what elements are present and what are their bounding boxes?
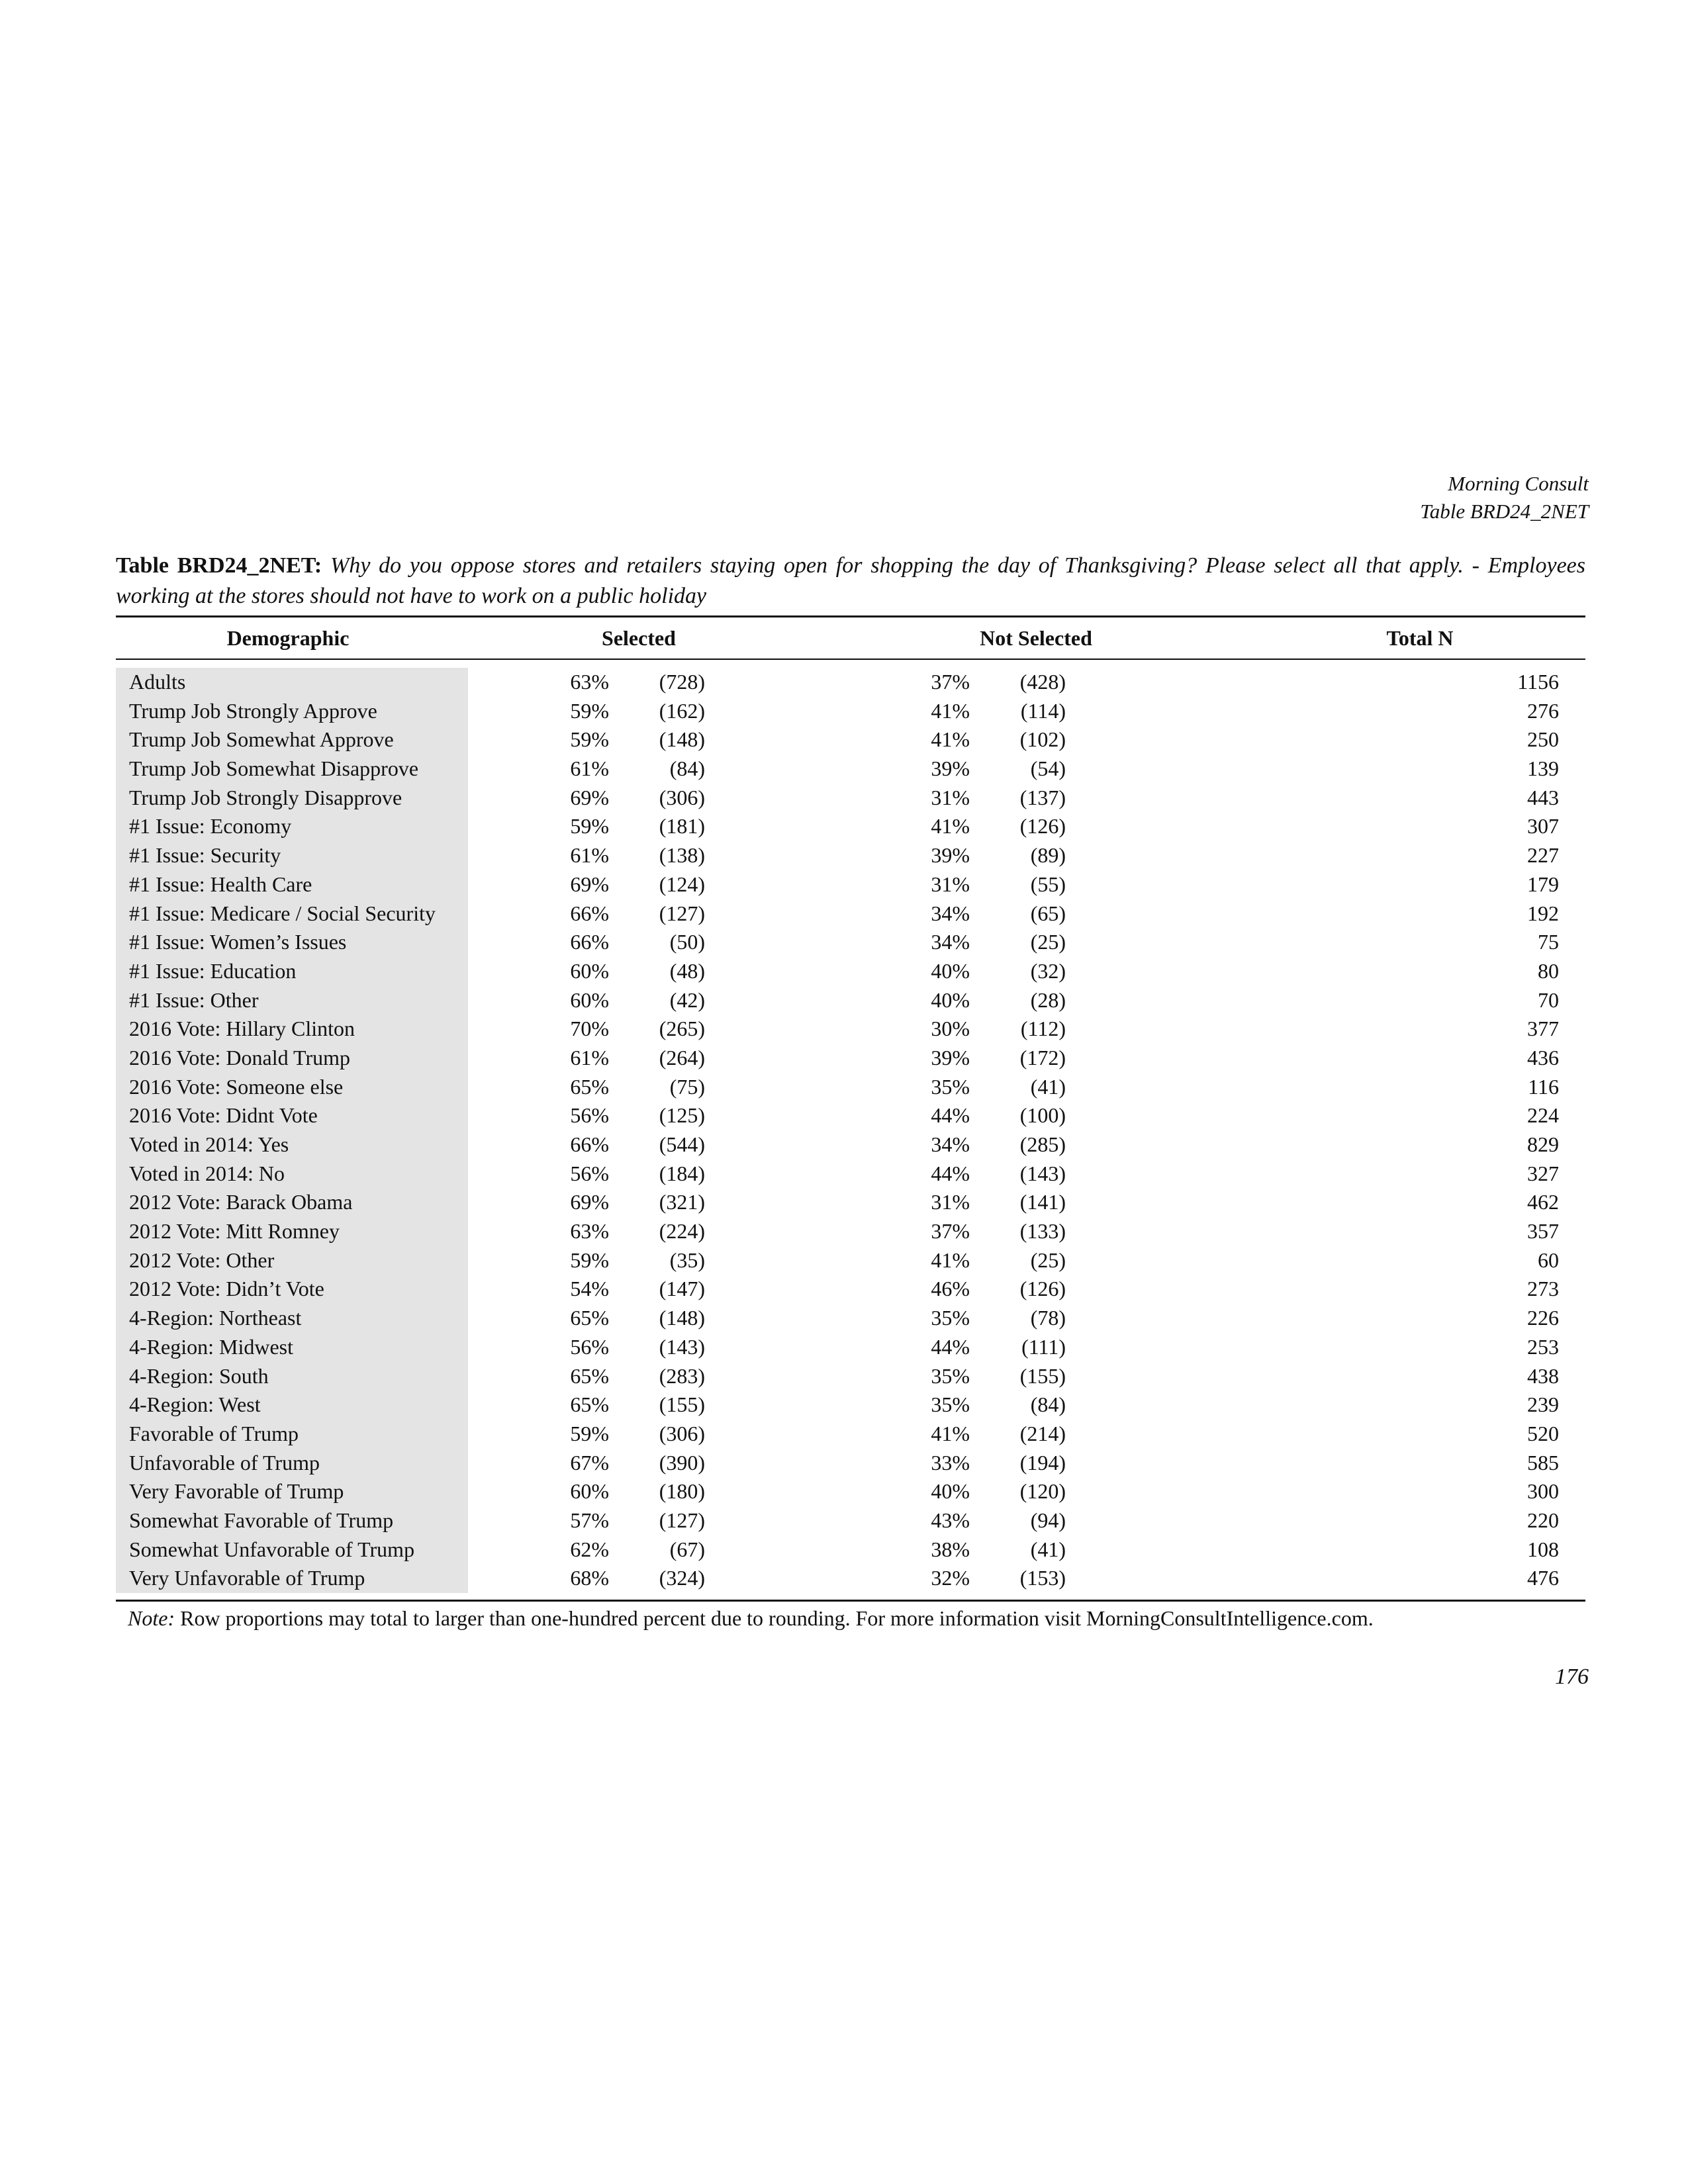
row-not-selected-count: (141) xyxy=(1019,1190,1066,1214)
row-demographic: 2012 Vote: Other xyxy=(129,1248,275,1272)
row-total-n: 179 xyxy=(1527,872,1559,896)
row-not-selected-count: (32) xyxy=(1030,958,1066,983)
row-total-n: 300 xyxy=(1527,1479,1559,1504)
row-selected-percent: 69% xyxy=(570,872,609,896)
row-selected-percent: 59% xyxy=(570,1421,609,1445)
row-selected-percent: 65% xyxy=(570,1363,609,1388)
row-selected-count: (125) xyxy=(659,1103,705,1128)
row-selected-percent: 57% xyxy=(570,1508,609,1532)
row-selected-count: (184) xyxy=(659,1161,705,1185)
row-total-n: 116 xyxy=(1528,1074,1559,1099)
row-selected-percent: 56% xyxy=(570,1103,609,1128)
row-demographic: Somewhat Unfavorable of Trump xyxy=(129,1537,415,1561)
row-selected-percent: 65% xyxy=(570,1074,609,1099)
note-text: Row proportions may total to larger than one-hundred percent due to rounding. For more information visit MorningConsultIntelligence.com. xyxy=(180,1606,1374,1630)
table-note xyxy=(116,1602,1585,1633)
row-demographic: Very Unfavorable of Trump xyxy=(129,1566,365,1590)
row-not-selected-percent: 35% xyxy=(931,1306,970,1330)
page-number: 176 xyxy=(1555,1664,1589,1689)
row-selected-percent: 69% xyxy=(570,785,609,809)
row-total-n: 250 xyxy=(1527,727,1559,752)
row-selected-count: (544) xyxy=(659,1132,705,1156)
row-total-n: 476 xyxy=(1527,1566,1559,1590)
row-not-selected-count: (55) xyxy=(1030,872,1066,896)
row-demographic: 2016 Vote: Hillary Clinton xyxy=(129,1017,355,1041)
row-total-n: 327 xyxy=(1527,1161,1559,1185)
row-selected-percent: 69% xyxy=(570,1190,609,1214)
crosstab-table xyxy=(116,615,1585,1633)
row-total-n: 829 xyxy=(1527,1132,1559,1156)
row-not-selected-count: (133) xyxy=(1019,1219,1066,1244)
table-row xyxy=(116,1535,1585,1565)
row-selected-percent: 62% xyxy=(570,1537,609,1561)
row-selected-percent: 66% xyxy=(570,930,609,954)
row-not-selected-count: (100) xyxy=(1019,1103,1066,1128)
table-row xyxy=(116,1362,1585,1391)
row-total-n: 60 xyxy=(1538,1248,1559,1272)
row-selected-count: (35) xyxy=(669,1248,705,1272)
table-row xyxy=(116,784,1585,813)
row-total-n: 438 xyxy=(1527,1363,1559,1388)
row-selected-percent: 59% xyxy=(570,727,609,752)
row-selected-percent: 66% xyxy=(570,901,609,925)
row-total-n: 224 xyxy=(1527,1103,1559,1128)
row-selected-count: (124) xyxy=(659,872,705,896)
column-header-selected: Selected xyxy=(602,626,676,650)
row-not-selected-count: (102) xyxy=(1019,727,1066,752)
row-total-n: 1156 xyxy=(1517,670,1559,694)
row-selected-percent: 68% xyxy=(570,1566,609,1590)
table-header-row xyxy=(116,617,1585,659)
table-row xyxy=(116,1015,1585,1044)
row-selected-count: (84) xyxy=(669,756,705,781)
row-selected-percent: 60% xyxy=(570,987,609,1012)
row-selected-count: (42) xyxy=(669,987,705,1012)
row-selected-percent: 56% xyxy=(570,1334,609,1359)
row-not-selected-count: (143) xyxy=(1019,1161,1066,1185)
row-not-selected-count: (41) xyxy=(1030,1537,1066,1561)
row-demographic: 2012 Vote: Barack Obama xyxy=(129,1190,353,1214)
row-selected-percent: 65% xyxy=(570,1306,609,1330)
row-total-n: 220 xyxy=(1527,1508,1559,1532)
row-total-n: 520 xyxy=(1527,1421,1559,1445)
column-header-total-n: Total N xyxy=(1386,626,1454,650)
row-not-selected-count: (25) xyxy=(1030,1248,1066,1272)
row-selected-percent: 59% xyxy=(570,1248,609,1272)
note-label: Note: xyxy=(128,1606,175,1630)
row-demographic: Adults xyxy=(129,670,186,694)
row-total-n: 357 xyxy=(1527,1219,1559,1244)
table-row xyxy=(116,1044,1585,1073)
row-total-n: 462 xyxy=(1527,1190,1559,1214)
table-row xyxy=(116,1506,1585,1535)
table-row xyxy=(116,1333,1585,1362)
row-demographic: #1 Issue: Other xyxy=(129,987,259,1012)
row-total-n: 108 xyxy=(1527,1537,1559,1561)
row-not-selected-percent: 35% xyxy=(931,1074,970,1099)
row-demographic: 2012 Vote: Mitt Romney xyxy=(129,1219,340,1244)
table-row xyxy=(116,697,1585,726)
column-header-not-selected: Not Selected xyxy=(980,626,1092,650)
row-selected-count: (75) xyxy=(669,1074,705,1099)
page-header xyxy=(1420,470,1589,525)
row-not-selected-count: (114) xyxy=(1020,698,1066,723)
table-row xyxy=(116,1564,1585,1593)
row-selected-percent: 56% xyxy=(570,1161,609,1185)
row-not-selected-count: (285) xyxy=(1019,1132,1066,1156)
row-not-selected-percent: 40% xyxy=(931,1479,970,1504)
row-not-selected-count: (155) xyxy=(1019,1363,1066,1388)
row-total-n: 226 xyxy=(1527,1306,1559,1330)
row-not-selected-percent: 46% xyxy=(931,1277,970,1301)
table-rows xyxy=(116,668,1585,1593)
table-row xyxy=(116,1449,1585,1478)
row-selected-count: (265) xyxy=(659,1017,705,1041)
row-not-selected-percent: 31% xyxy=(931,785,970,809)
row-demographic: Voted in 2014: Yes xyxy=(129,1132,289,1156)
row-demographic: #1 Issue: Women’s Issues xyxy=(129,930,347,954)
table-row xyxy=(116,841,1585,870)
row-not-selected-count: (153) xyxy=(1019,1566,1066,1590)
row-selected-percent: 60% xyxy=(570,1479,609,1504)
row-not-selected-count: (112) xyxy=(1020,1017,1066,1041)
row-not-selected-count: (428) xyxy=(1019,670,1066,694)
row-demographic: #1 Issue: Security xyxy=(129,843,281,868)
row-not-selected-count: (28) xyxy=(1030,987,1066,1012)
row-not-selected-percent: 37% xyxy=(931,1219,970,1244)
row-selected-count: (181) xyxy=(659,814,705,839)
row-not-selected-percent: 30% xyxy=(931,1017,970,1041)
table-row xyxy=(116,1217,1585,1246)
row-not-selected-percent: 40% xyxy=(931,987,970,1012)
row-demographic: Trump Job Somewhat Disapprove xyxy=(129,756,419,781)
header-org: Morning Consult xyxy=(1448,472,1589,495)
row-total-n: 70 xyxy=(1538,987,1559,1012)
table-row xyxy=(116,1160,1585,1189)
row-demographic: 4-Region: West xyxy=(129,1392,261,1417)
row-not-selected-percent: 34% xyxy=(931,901,970,925)
row-demographic: Unfavorable of Trump xyxy=(129,1450,320,1475)
row-demographic: Voted in 2014: No xyxy=(129,1161,285,1185)
table-row xyxy=(116,870,1585,899)
row-demographic: Somewhat Favorable of Trump xyxy=(129,1508,394,1532)
row-not-selected-count: (25) xyxy=(1030,930,1066,954)
row-selected-percent: 63% xyxy=(570,670,609,694)
row-total-n: 436 xyxy=(1527,1045,1559,1069)
row-total-n: 80 xyxy=(1538,958,1559,983)
row-selected-count: (67) xyxy=(669,1537,705,1561)
header-table-id: Table BRD24_2NET xyxy=(1420,500,1589,523)
row-not-selected-percent: 44% xyxy=(931,1103,970,1128)
row-selected-percent: 61% xyxy=(570,756,609,781)
row-not-selected-count: (137) xyxy=(1019,785,1066,809)
table-caption xyxy=(116,551,1585,612)
row-demographic: 4-Region: South xyxy=(129,1363,269,1388)
row-not-selected-count: (194) xyxy=(1019,1450,1066,1475)
row-not-selected-percent: 40% xyxy=(931,958,970,983)
row-not-selected-percent: 44% xyxy=(931,1161,970,1185)
caption-label: Table BRD24_2NET: xyxy=(116,553,322,578)
row-not-selected-percent: 41% xyxy=(931,727,970,752)
row-selected-percent: 63% xyxy=(570,1219,609,1244)
row-not-selected-count: (172) xyxy=(1019,1045,1066,1069)
row-selected-count: (143) xyxy=(659,1334,705,1359)
row-selected-count: (148) xyxy=(659,727,705,752)
row-not-selected-percent: 37% xyxy=(931,670,970,694)
table-row xyxy=(116,1246,1585,1275)
row-not-selected-percent: 39% xyxy=(931,1045,970,1069)
column-header-demographic: Demographic xyxy=(226,626,350,650)
row-total-n: 253 xyxy=(1527,1334,1559,1359)
row-total-n: 307 xyxy=(1527,814,1559,839)
row-not-selected-count: (126) xyxy=(1019,814,1066,839)
table-row xyxy=(116,899,1585,929)
row-total-n: 227 xyxy=(1527,843,1559,868)
row-not-selected-count: (94) xyxy=(1030,1508,1066,1532)
row-demographic: #1 Issue: Medicare / Social Security xyxy=(129,901,436,925)
row-selected-count: (180) xyxy=(659,1479,705,1504)
table-row xyxy=(116,1304,1585,1333)
row-selected-count: (162) xyxy=(659,698,705,723)
row-selected-count: (48) xyxy=(669,958,705,983)
row-not-selected-count: (214) xyxy=(1019,1421,1066,1445)
row-selected-percent: 61% xyxy=(570,843,609,868)
row-selected-percent: 66% xyxy=(570,1132,609,1156)
row-selected-count: (283) xyxy=(659,1363,705,1388)
table-row xyxy=(116,1477,1585,1506)
table-row xyxy=(116,1390,1585,1420)
row-not-selected-percent: 33% xyxy=(931,1450,970,1475)
row-selected-count: (148) xyxy=(659,1306,705,1330)
row-not-selected-count: (65) xyxy=(1030,901,1066,925)
table-row xyxy=(116,1420,1585,1449)
row-selected-percent: 67% xyxy=(570,1450,609,1475)
row-demographic: Very Favorable of Trump xyxy=(129,1479,344,1504)
row-total-n: 75 xyxy=(1538,930,1559,954)
row-not-selected-percent: 41% xyxy=(931,698,970,723)
row-demographic: 4-Region: Northeast xyxy=(129,1306,302,1330)
row-not-selected-percent: 34% xyxy=(931,930,970,954)
row-selected-count: (321) xyxy=(659,1190,705,1214)
row-selected-percent: 54% xyxy=(570,1277,609,1301)
row-not-selected-count: (89) xyxy=(1030,843,1066,868)
row-not-selected-percent: 39% xyxy=(931,843,970,868)
row-not-selected-percent: 32% xyxy=(931,1566,970,1590)
row-not-selected-count: (78) xyxy=(1030,1306,1066,1330)
table-row xyxy=(116,1073,1585,1102)
row-demographic: Trump Job Strongly Disapprove xyxy=(129,785,402,809)
row-not-selected-percent: 43% xyxy=(931,1508,970,1532)
caption-text: Why do you oppose stores and retailers staying open for shopping the day of Thanksgiving? Please select all that apply. - Employees working at the stores should not have to work on a public holiday xyxy=(116,553,1586,608)
table-row xyxy=(116,928,1585,957)
row-selected-count: (127) xyxy=(659,901,705,925)
row-selected-percent: 59% xyxy=(570,698,609,723)
row-total-n: 377 xyxy=(1527,1017,1559,1041)
row-total-n: 273 xyxy=(1527,1277,1559,1301)
row-selected-count: (306) xyxy=(659,1421,705,1445)
row-total-n: 585 xyxy=(1527,1450,1559,1475)
row-not-selected-percent: 35% xyxy=(931,1392,970,1417)
table-row xyxy=(116,725,1585,754)
row-not-selected-percent: 41% xyxy=(931,1421,970,1445)
table-row xyxy=(116,668,1585,697)
row-selected-count: (728) xyxy=(659,670,705,694)
row-selected-count: (50) xyxy=(669,930,705,954)
table-body xyxy=(116,660,1585,1600)
row-not-selected-count: (111) xyxy=(1021,1334,1066,1359)
row-selected-count: (155) xyxy=(659,1392,705,1417)
row-demographic: Trump Job Strongly Approve xyxy=(129,698,377,723)
row-not-selected-count: (41) xyxy=(1030,1074,1066,1099)
row-demographic: 4-Region: Midwest xyxy=(129,1334,293,1359)
table-row xyxy=(116,1101,1585,1130)
row-demographic: Favorable of Trump xyxy=(129,1421,299,1445)
row-not-selected-percent: 41% xyxy=(931,1248,970,1272)
row-selected-count: (127) xyxy=(659,1508,705,1532)
table-row xyxy=(116,957,1585,986)
row-selected-percent: 59% xyxy=(570,814,609,839)
row-total-n: 139 xyxy=(1527,756,1559,781)
row-total-n: 239 xyxy=(1527,1392,1559,1417)
row-not-selected-percent: 41% xyxy=(931,814,970,839)
row-not-selected-percent: 38% xyxy=(931,1537,970,1561)
row-demographic: #1 Issue: Economy xyxy=(129,814,292,839)
row-not-selected-percent: 34% xyxy=(931,1132,970,1156)
row-total-n: 276 xyxy=(1527,698,1559,723)
row-selected-count: (147) xyxy=(659,1277,705,1301)
row-selected-count: (324) xyxy=(659,1566,705,1590)
row-not-selected-count: (126) xyxy=(1019,1277,1066,1301)
row-demographic: 2016 Vote: Didnt Vote xyxy=(129,1103,318,1128)
row-total-n: 443 xyxy=(1527,785,1559,809)
row-not-selected-percent: 35% xyxy=(931,1363,970,1388)
row-selected-percent: 65% xyxy=(570,1392,609,1417)
row-selected-percent: 70% xyxy=(570,1017,609,1041)
table-row xyxy=(116,1130,1585,1160)
row-demographic: 2016 Vote: Donald Trump xyxy=(129,1045,350,1069)
row-not-selected-count: (84) xyxy=(1030,1392,1066,1417)
row-total-n: 192 xyxy=(1527,901,1559,925)
table-row xyxy=(116,1188,1585,1217)
row-not-selected-percent: 39% xyxy=(931,756,970,781)
row-not-selected-count: (54) xyxy=(1030,756,1066,781)
table-row xyxy=(116,1275,1585,1304)
row-not-selected-percent: 44% xyxy=(931,1334,970,1359)
row-demographic: #1 Issue: Education xyxy=(129,958,297,983)
row-demographic: #1 Issue: Health Care xyxy=(129,872,312,896)
row-demographic: 2016 Vote: Someone else xyxy=(129,1074,344,1099)
row-selected-count: (138) xyxy=(659,843,705,868)
table-row xyxy=(116,986,1585,1015)
row-not-selected-percent: 31% xyxy=(931,872,970,896)
row-demographic: 2012 Vote: Didn’t Vote xyxy=(129,1277,324,1301)
table-row xyxy=(116,754,1585,784)
table-row xyxy=(116,812,1585,841)
row-selected-count: (390) xyxy=(659,1450,705,1475)
row-not-selected-percent: 31% xyxy=(931,1190,970,1214)
row-selected-count: (224) xyxy=(659,1219,705,1244)
row-demographic: Trump Job Somewhat Approve xyxy=(129,727,394,752)
row-selected-percent: 60% xyxy=(570,958,609,983)
row-selected-count: (306) xyxy=(659,785,705,809)
row-selected-count: (264) xyxy=(659,1045,705,1069)
row-not-selected-count: (120) xyxy=(1019,1479,1066,1504)
row-selected-percent: 61% xyxy=(570,1045,609,1069)
